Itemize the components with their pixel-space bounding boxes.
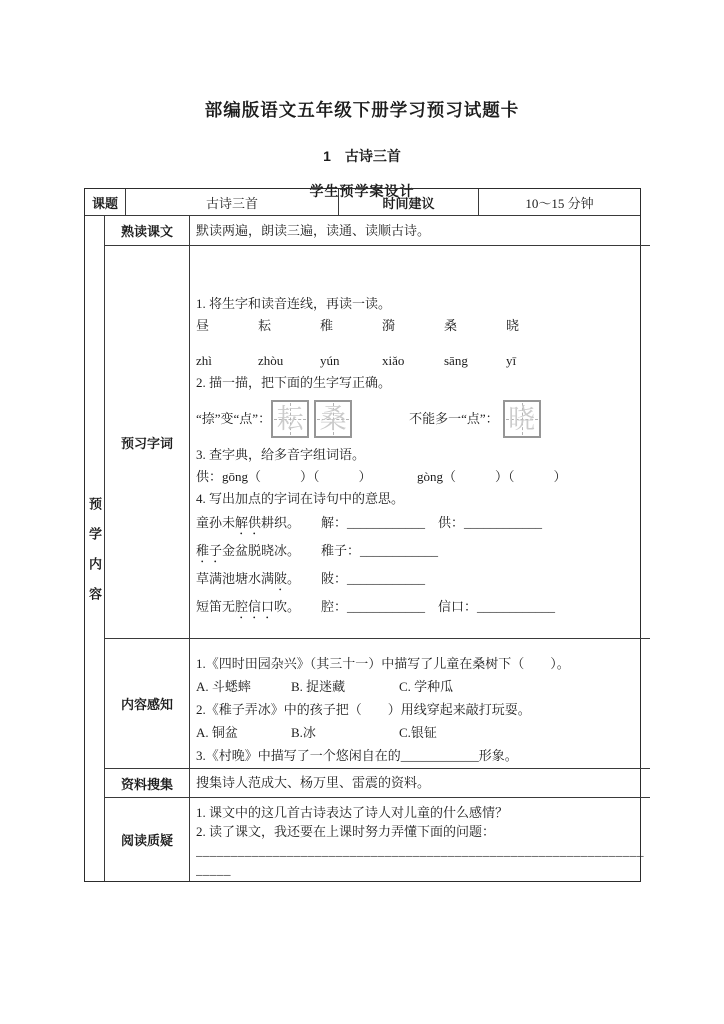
character: 昼 <box>196 318 210 333</box>
trace-left-label: “捺”变“点”： <box>196 411 272 426</box>
preview-words-content <box>190 246 650 638</box>
character: 稚 <box>320 318 334 333</box>
row-preview-words <box>105 246 650 639</box>
option-c: C. 学种瓜 <box>399 679 454 694</box>
option-b: B.冰 <box>291 725 316 740</box>
time-suggestion-value: 10～15 分钟 <box>525 195 594 211</box>
section-title: 学生预学案设计 <box>309 183 415 199</box>
tian-grid-box <box>503 400 541 438</box>
row-label-familiar-reading: 熟读课文 <box>105 216 190 245</box>
subject-value: 古诗三首 <box>126 189 339 215</box>
sense-question-2-options <box>196 721 644 744</box>
option-c: C.银钲 <box>399 725 437 740</box>
content-sense-content <box>190 639 650 768</box>
answer-blanks: 陂：____________ <box>321 571 426 586</box>
pinyin: yún <box>320 353 340 368</box>
poem-sentence: 童孙未解供耕织。 <box>196 515 301 530</box>
tian-grid-box <box>271 400 309 438</box>
option-a: A. 斗蟋蟀 <box>196 679 251 694</box>
meaning-line <box>196 566 644 594</box>
sense-question-1-options <box>196 675 644 698</box>
meaning-line <box>196 510 644 538</box>
sense-question-3: 3.《村晚》中描写了一个悠闲自在的____________形象。 <box>196 748 518 763</box>
row-label-content-sense: 内容感知 <box>105 639 190 768</box>
row-label-material-collection: 资料搜集 <box>105 769 190 797</box>
answer-blanks: 稚子：____________ <box>321 543 439 558</box>
exercise-3-prompt: 3. 查字典，给多音字组词语。 <box>196 447 366 462</box>
pinyin-row <box>196 350 644 372</box>
worksheet-table <box>84 188 644 882</box>
row-content-sense <box>105 639 650 769</box>
trace-right-label: 不能多一“点”： <box>409 411 499 426</box>
option-a: A. 铜盆 <box>196 725 238 740</box>
sense-question-2: 2.《稚子弄冰》中的孩子把（ ）用线穿起来敲打玩耍。 <box>196 702 531 717</box>
character: 桑 <box>444 318 458 333</box>
table-header-row <box>85 189 640 216</box>
reading-question-1: 1. 课文中的这几首古诗表达了诗人对儿童的什么感情？ <box>196 805 509 820</box>
poem-sentence: 草满池塘水满陂。 <box>196 571 301 586</box>
dotted-word: 解供 <box>235 515 262 530</box>
page-title: 部编版语文五年级下册学习预习试题卡 <box>204 100 520 120</box>
time-suggestion-label: 时间建议 <box>339 189 479 215</box>
meaning-line <box>196 594 644 622</box>
exercise-1-prompt: 1. 将生字和读音连线，再读一读。 <box>196 296 392 311</box>
dotted-word: 腔信口 <box>235 599 275 614</box>
row-label-reading-questions: 阅读质疑 <box>105 798 190 881</box>
sense-question-1: 1.《四时田园杂兴》（其三十一）中描写了儿童在桑树下（ ）。 <box>196 656 570 671</box>
subject-label: 课题 <box>85 189 126 215</box>
row-familiar-reading <box>105 216 650 246</box>
trace-char: 桑 <box>319 403 347 434</box>
pinyin: xiǎo <box>382 353 405 368</box>
row-label-preview-words: 预习字词 <box>105 246 190 638</box>
poem-sentence: 稚子金盆脱晓冰。 <box>196 543 301 558</box>
lesson-title: 1 古诗三首 <box>323 148 401 164</box>
trace-char: 晓 <box>508 403 536 434</box>
side-label-cell <box>85 216 105 881</box>
side-label: 预学内容 <box>87 497 102 617</box>
answer-blanks: 解：____________ 供：____________ <box>321 515 543 530</box>
answer-blanks: 腔：____________ 信口：____________ <box>321 599 556 614</box>
dotted-word: 陂 <box>274 571 288 586</box>
trace-char: 耘 <box>276 403 304 434</box>
reading-question-2: 2. 读了课文，我还要在上课时努力弄懂下面的问题： <box>196 824 496 839</box>
exercise-2-prompt: 2. 描一描，把下面的生字写正确。 <box>196 375 392 390</box>
reading-questions-content <box>190 798 650 881</box>
character: 漪 <box>382 318 396 333</box>
meaning-line <box>196 538 644 566</box>
tian-grid-box <box>314 400 352 438</box>
character: 耘 <box>258 318 272 333</box>
familiar-reading-content: 默读两遍，朗读三遍，读通、读顺古诗。 <box>196 222 431 238</box>
short-answer-blank: _____ <box>196 862 231 877</box>
polyphone-blanks-line: 供：gōng（ ）（ ） gòng（ ）（ ） <box>196 469 567 484</box>
pinyin: zhì <box>196 353 212 368</box>
row-material-collection <box>105 769 650 798</box>
row-reading-questions <box>105 798 650 881</box>
pinyin: sāng <box>444 353 468 368</box>
pinyin: zhòu <box>258 353 284 368</box>
character-row <box>196 315 644 337</box>
character: 晓 <box>506 318 520 333</box>
trace-exercise-row <box>196 395 644 443</box>
exercise-4-prompt: 4. 写出加点的字词在诗句中的意思。 <box>196 491 405 506</box>
long-answer-blank: ________________________________________________________________ <box>196 843 644 858</box>
poem-sentence: 短笛无腔信口吹。 <box>196 599 301 614</box>
pinyin: yī <box>506 353 517 368</box>
dotted-word: 稚子 <box>196 543 223 558</box>
material-collection-content: 搜集诗人范成大、杨万里、雷震的资料。 <box>196 775 431 790</box>
option-b: B. 捉迷藏 <box>291 679 346 694</box>
